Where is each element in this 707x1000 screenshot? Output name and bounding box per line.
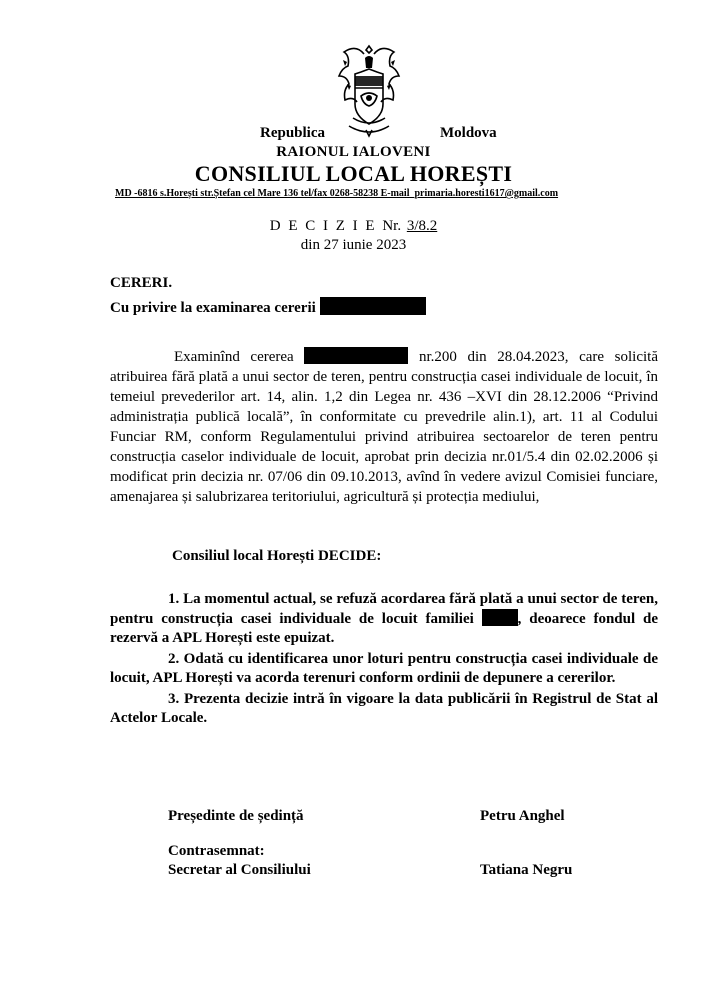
- body-lead: Examinînd cererea: [174, 349, 294, 365]
- secretary-title: Secretar al Consiliului: [168, 862, 311, 878]
- redacted-applicant-box: [304, 347, 408, 364]
- secretary-name: Tatiana Negru: [480, 862, 573, 878]
- point-3: 3. Prezenta decizie intră în vigoare la data publicării în Registrul de Stat al Actelor Locale.: [110, 691, 658, 726]
- council-name: CONSILIUL LOCAL HOREȘTI: [194, 161, 513, 186]
- decision-word: D E C I Z I E: [269, 218, 377, 234]
- subject-regarding: [110, 297, 426, 317]
- chair-name: Petru Anghel: [480, 808, 565, 824]
- address-line: [115, 188, 558, 199]
- point-1: [110, 590, 658, 648]
- country-left: Republica: [260, 125, 326, 141]
- body-paragraph: [110, 347, 658, 507]
- countersigned-label: Contrasemnat:: [168, 843, 265, 859]
- body-text: nr.200 din 28.04.2023, care solicită atribuirea fără plată a unui sector de teren, pentru construcția casei individuale de locuit, în temeiul prevederilor art. 14, alin. 1,2 din Legea nr. 436 –XVI din 28.12.2006 “Privind administrația publică locală”, în conformitate cu prevedrile alin.1), art. 11 al Codului Funciar RM, conform Regulamentului privind atribuirea sectoarelor de teren pentru construcția caselor individuale de locuit, aprobat prin decizia nr.01/5.4 din 02.02.2006 și modificat prin decizia nr. 07/06 din 09.10.2013, avînd în vedere avizul Comisiei funciare, amenajarea și salubrizarea teritoriului, agricultură și protecția mediului,: [110, 349, 658, 505]
- decide-line: Consiliul local Horești DECIDE:: [172, 548, 382, 564]
- decision-date: din 27 iunie 2023: [300, 237, 407, 253]
- regarding-text: Cu privire la examinarea cererii: [110, 300, 316, 316]
- district-name: RAIONUL IALOVENI: [276, 144, 431, 160]
- address-text: MD -6816 s.Horești str.Ștefan cel Mare 136 tel/fax 0268-58238 E-mail: [115, 188, 410, 199]
- decision-points: [110, 590, 658, 730]
- subject-heading: CERERI.: [110, 275, 173, 291]
- email-address: primaria.horesti1617@gmail.com: [414, 188, 559, 199]
- point-1-text-b: , deoarece fondul de rezervă a APL Horești este epuizat.: [110, 611, 658, 646]
- country-right: Moldova: [440, 125, 497, 141]
- moldova-coat-of-arms-icon: [331, 40, 407, 140]
- decision-nr-label: Nr.: [382, 218, 402, 234]
- chair-title: Președinte de ședință: [168, 808, 304, 824]
- redacted-name-box: [320, 297, 426, 315]
- redacted-family-box: [482, 609, 518, 626]
- decision-title: [0, 218, 707, 235]
- point-1-text-a: 1. La momentul actual, se refuză acordarea fără plată a unui sector de teren, pentru construcția casei individuale de locuit familiei: [110, 591, 658, 627]
- decision-number: 3/8.2: [406, 218, 438, 234]
- point-2: 2. Odată cu identificarea unor loturi pentru construcția casei individuale de locuit, APL Horești va acorda terenuri conform ordinii de depunere a cererilor.: [110, 651, 658, 686]
